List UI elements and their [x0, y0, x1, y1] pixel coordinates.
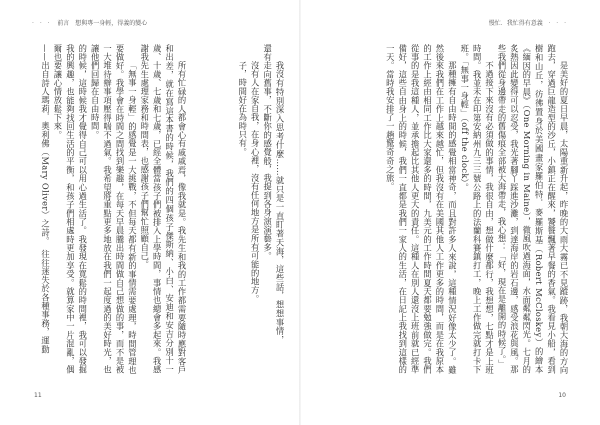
- quote-line-1: 我沒有特別深入思考什麼……就只是一直盯著天海，這些話，想想事情，還有走向舊事，不斷你的感覺般，我提到各身演演藝多。: [262, 44, 285, 344]
- left-paragraph-3: 的時候，這時候我才覺得自己可以用心過生活了。我發現在寬鬆的時間裡，我可以發掘我的興趣，也能夠找回生活的平衡，和孩子們相處時更加享受。就算家中一片混亂，偶爾也要讓心情放鬆下來。: [52, 44, 88, 374]
- right-page-number: 10: [558, 392, 566, 399]
- right-header-dots: · · ·: [548, 20, 568, 27]
- left-header-dots: · · ·: [32, 20, 52, 27]
- right-header-title: 慢忙．我忙得有意義: [488, 20, 543, 27]
- quote-line-2: 沒有人在家自我，在身心裡，沒有任何地方是所有可能的地方。: [250, 60, 261, 303]
- quote-line-3: 子，時間好在為時只有。: [237, 60, 248, 156]
- left-paragraph-2: 「無事一身輕」的感覺是一大挑戰，不但每天都有新的事情需要處理，時間管理也要做好。我學會在時間之間找到樂趣，在每天早晨騰出時間做自己想做的事，而不是被一大堆待辦事項壓得喘不過氣。我希望將重點更多地放在我們一起度過的美好時光，也讓他們回歸在自由時間。: [90, 44, 138, 374]
- left-running-header: [32, 18, 147, 27]
- left-page-number: 11: [34, 392, 42, 399]
- left-body-text: [32, 44, 188, 374]
- left-paragraph-1: 所有忙碌的人都會心有戚戚焉，像我就是。我先生和我的工作都需要隨時應對客戶和出差，就在寫這本書的時候，我們的四個孩子傑斯納、小白、安迪和安吉分別十一歲、十歲、七歲和七歲，已經全體當孩子們被排入上學時間，事情也總會多起來。我感謝我先生處理家務和時間表，也感謝孩子們幫忙照顧自己。: [139, 44, 187, 374]
- left-header-title: 前言 想與專一身輕，得義的變心: [57, 20, 148, 27]
- right-running-header: [489, 18, 568, 27]
- right-paragraph-1: 是美好的夏日早晨，太陽重新升起，昨晚的大雨大霧已不見蹤跡，我朝大海的方向跑去，穿過巨龍造型的沙丘，小鎮正在醒來，饕餮飄著早餐的香氣。我看見小船，看到樹和山丘，彷彿置身於美國畫家羅伯特．麥羅斯基（Robert McCloskey）的繪本《緬因的早晨》（One Morning in Maine），微風吹過海面，水面粼粼閃光。七月的炙熱因此變得可以忍受，我光著腳丫踩進沙灘，到達海岸的岩石邊，感受浪花與風。那些我們從身邊帶走的舊傷痕全部被大海帶走，我心想：「好，現在是離開的時候了。」: [496, 44, 569, 374]
- quote-block: [196, 44, 286, 344]
- left-paragraph-4: ——出自詩人瑪莉．奧利佛（Mary Oliver）之詩。 往往迷失於各種事務，運動: [40, 44, 51, 354]
- right-paragraph-2: 不過接下來沒有必須做的事情，我很自由，想做什麼都行，我想想，七點才是上班時間。我並未在印第安納州九三三號公路上的法蘭科賽鎮打工，晚上工作做完就打卡下班。「無事一身輕」（off the clock）。: [459, 44, 495, 374]
- right-paragraph-3: 那種擁有自由時間的感覺相當神奇，而且對許多人來說，這種情況好像太少了。雖然後來我們在工作上越來越忙，但我沒有在美國其他人工作更多的時間，而是在我原本的工作上經由相同工作比大家還多的時間，九美元的工作時間夏天都要勉強做完。我們從事的是我這種人，並承擔起比其他人更大的責任。這種人在別人還沒上班前就已經準備好，這些自由身上的時候，我們一直都是我們一家人的生活，在日記上我找到這樣的一天。當時我安排了一趟驚奇奇之旅。: [385, 44, 458, 374]
- right-body-text: [318, 44, 570, 374]
- right-page: [300, 0, 600, 425]
